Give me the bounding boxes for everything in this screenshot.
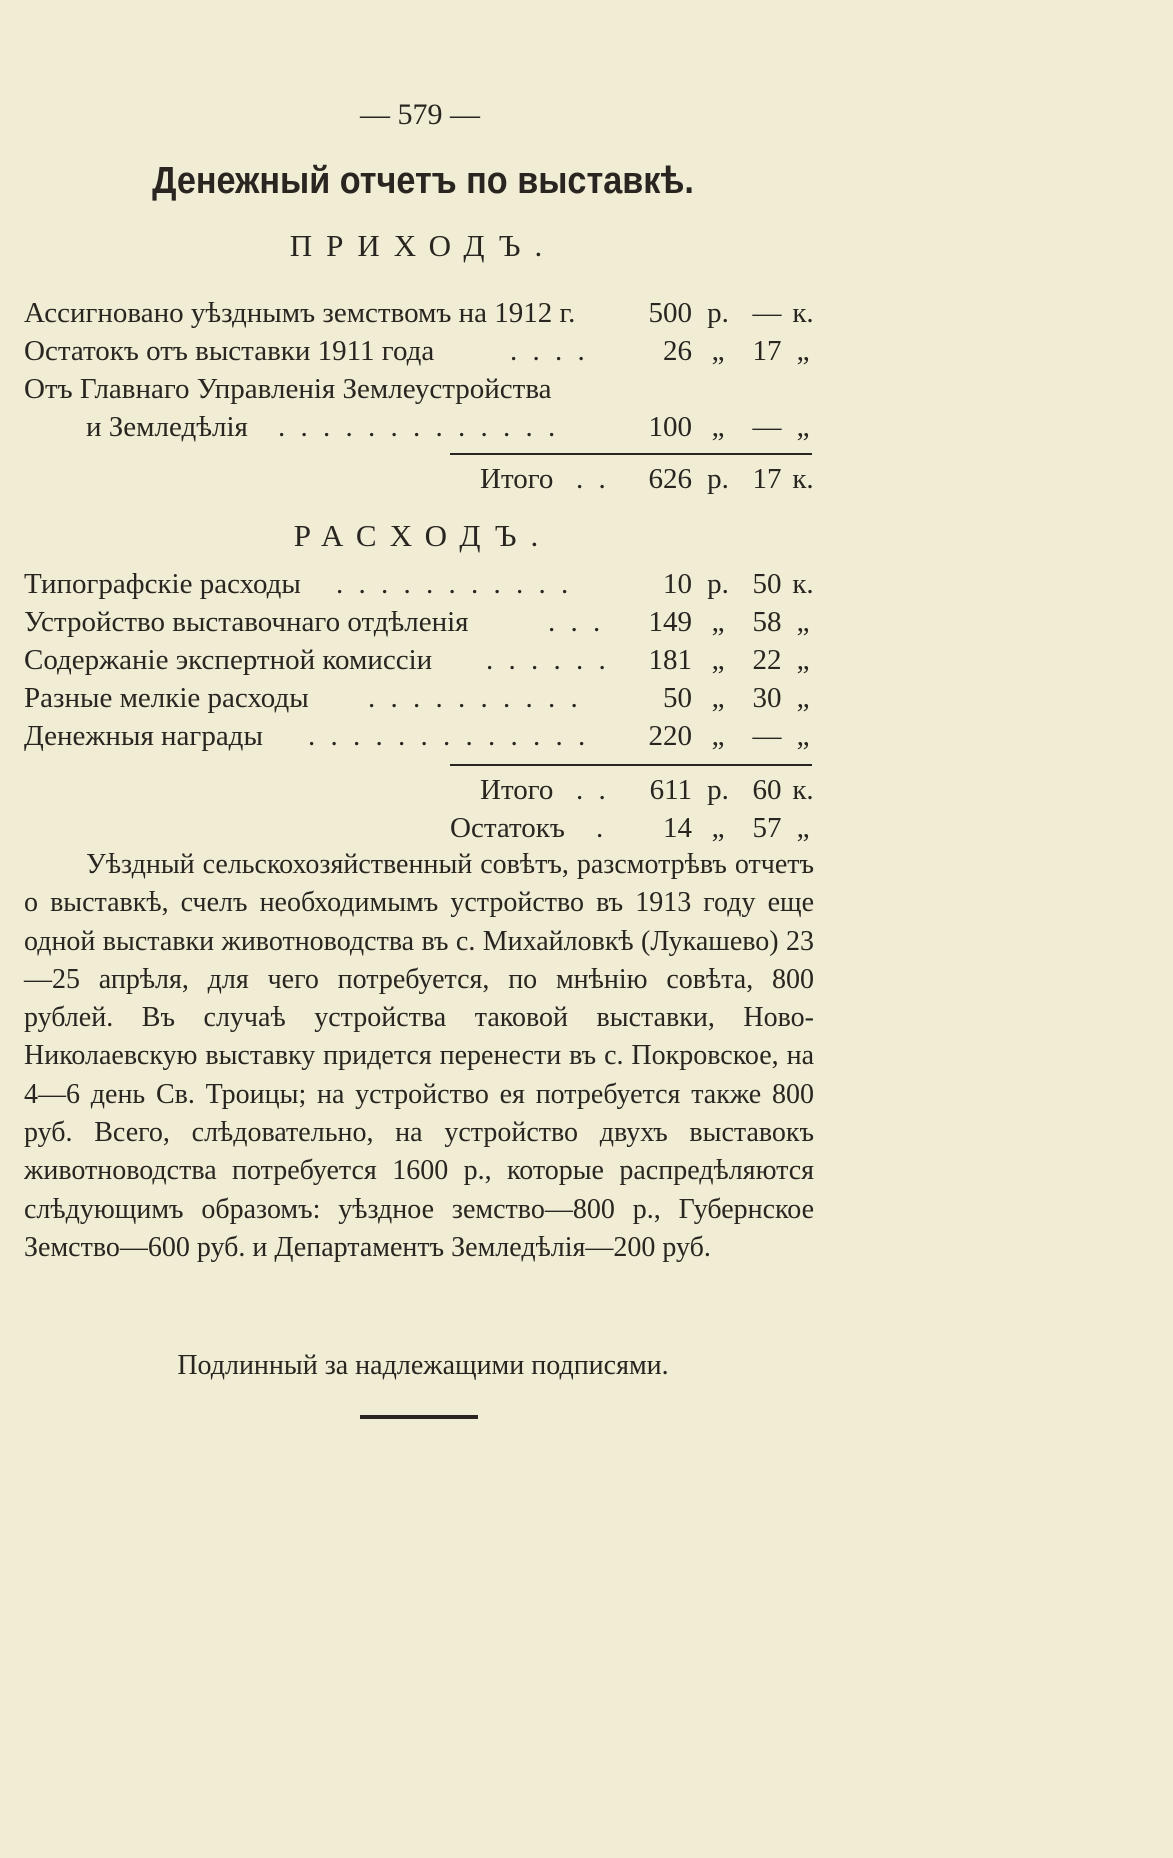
row-kop-unit: к.	[792, 568, 814, 600]
row-rubles: 149	[648, 606, 692, 638]
expense-row	[24, 565, 814, 603]
total-rule	[450, 764, 812, 766]
balance-rub-unit: „	[711, 812, 725, 844]
row-kop-unit: „	[796, 606, 810, 638]
row-kop-unit: к.	[792, 297, 814, 329]
row-kop-unit: „	[796, 411, 810, 443]
row-rub-unit: „	[711, 335, 725, 367]
row-rub-unit: р.	[707, 568, 729, 600]
expense-row	[24, 641, 814, 679]
row-rub-unit: „	[711, 411, 725, 443]
leader-dots: . .	[576, 463, 610, 495]
leader-dots: . . . . . . . . . . . . .	[308, 720, 590, 752]
total-kopecks: 60	[752, 774, 782, 806]
row-label: Остатокъ отъ выставки 1911 года	[24, 335, 435, 367]
expense-total-row	[24, 771, 814, 809]
body-paragraph	[24, 846, 814, 1267]
page-number: — 579 —	[360, 98, 480, 131]
balance-label: Остатокъ	[450, 812, 565, 844]
total-label: Итого	[480, 463, 554, 495]
end-rule	[360, 1415, 478, 1419]
row-rub-unit: „	[711, 644, 725, 676]
leader-dots: . . . . . . . . . .	[368, 682, 582, 714]
expense-row	[24, 679, 814, 717]
income-heading: ПРИХОДЪ.	[289, 228, 557, 263]
total-rubles: 626	[648, 463, 692, 495]
expense-row	[24, 717, 814, 755]
expense-row	[24, 603, 814, 641]
total-kop-unit: к.	[792, 463, 814, 495]
row-kopecks: 22	[752, 644, 782, 676]
total-rub-unit: р.	[707, 774, 729, 806]
row-rub-unit: „	[711, 720, 725, 752]
row-kopecks: 50	[752, 568, 782, 600]
row-rub-unit: „	[711, 606, 725, 638]
income-row	[24, 370, 814, 408]
total-kop-unit: к.	[792, 774, 814, 806]
balance-rubles: 14	[663, 812, 692, 844]
paragraph-text: Уѣздный сельскохозяйственный совѣтъ, разсмотрѣвъ отчетъ о выставкѣ, счелъ необходимымъ устройство въ 1913 году еще одной выставки животноводства въ с. Михайловкѣ (Лукашево) 23—25 апрѣля, для чего потребуется, по мнѣнію совѣта, 800 рублей. Въ случаѣ устройства таковой выставки, Ново-Николаевскую выставку придется перенести въ с. Покровское, на 4—6 день Св. Троицы; на устройство ея потребуется также 800 руб. Всего, слѣдовательно, на устройство двухъ выставокъ животноводства потребуется 1600 р., которые распредѣляются слѣдующимъ образомъ: уѣздное земство—800 р., Губернское Земство—600 руб. и Департаментъ Земледѣлія—200 руб.	[24, 849, 814, 1263]
row-rubles: 500	[648, 297, 692, 329]
total-rule	[450, 453, 812, 455]
row-kopecks: —	[752, 297, 782, 329]
report-title: Денежный отчетъ по выставкѣ.	[152, 160, 694, 202]
row-kopecks: 58	[752, 606, 782, 638]
row-rubles: 10	[663, 568, 692, 600]
row-kopecks: —	[752, 720, 782, 752]
row-kopecks: —	[752, 411, 782, 443]
row-rub-unit: р.	[707, 297, 729, 329]
leader-dots: . . . . . . . . . . .	[336, 568, 573, 600]
expense-heading: РАСХОДЪ.	[293, 518, 553, 553]
row-label: и Земледѣлія	[86, 411, 248, 443]
row-kop-unit: „	[796, 335, 810, 367]
leader-dots: .	[596, 812, 608, 844]
leader-dots: . .	[576, 774, 610, 806]
row-kop-unit: „	[796, 682, 810, 714]
row-label: Ассигновано уѣзднымъ земствомъ на 1912 г.	[24, 297, 576, 329]
signature-note: Подлинный за надлежащими подписями.	[177, 1350, 669, 1381]
row-label: Устройство выставочнаго отдѣленія	[24, 606, 469, 638]
row-rub-unit: „	[711, 682, 725, 714]
balance-kop-unit: „	[796, 812, 810, 844]
row-rubles: 220	[648, 720, 692, 752]
income-row	[24, 332, 814, 370]
income-row	[24, 294, 814, 332]
leader-dots: . . .	[548, 606, 605, 638]
row-rubles: 181	[648, 644, 692, 676]
balance-row	[24, 809, 814, 847]
income-total-row	[24, 460, 814, 498]
total-kopecks: 17	[752, 463, 782, 495]
row-label: Отъ Главнаго Управленія Землеустройства	[24, 373, 552, 405]
row-label: Типографскіе расходы	[24, 568, 301, 600]
row-kopecks: 17	[752, 335, 782, 367]
leader-dots: . . . .	[510, 335, 589, 367]
row-rubles: 50	[663, 682, 692, 714]
row-label: Денежныя награды	[24, 720, 263, 752]
total-label: Итого	[480, 774, 554, 806]
total-rubles: 611	[649, 774, 692, 806]
row-label: Разные мелкіе расходы	[24, 682, 309, 714]
income-row	[24, 408, 814, 446]
row-label: Содержаніе экспертной комиссіи	[24, 644, 433, 676]
total-rub-unit: р.	[707, 463, 729, 495]
row-kopecks: 30	[752, 682, 782, 714]
row-kop-unit: „	[796, 644, 810, 676]
row-kop-unit: „	[796, 720, 810, 752]
row-rubles: 100	[648, 411, 692, 443]
row-rubles: 26	[663, 335, 692, 367]
leader-dots: . . . . . .	[486, 644, 610, 676]
balance-kopecks: 57	[752, 812, 782, 844]
leader-dots: . . . . . . . . . . . . .	[278, 411, 560, 443]
